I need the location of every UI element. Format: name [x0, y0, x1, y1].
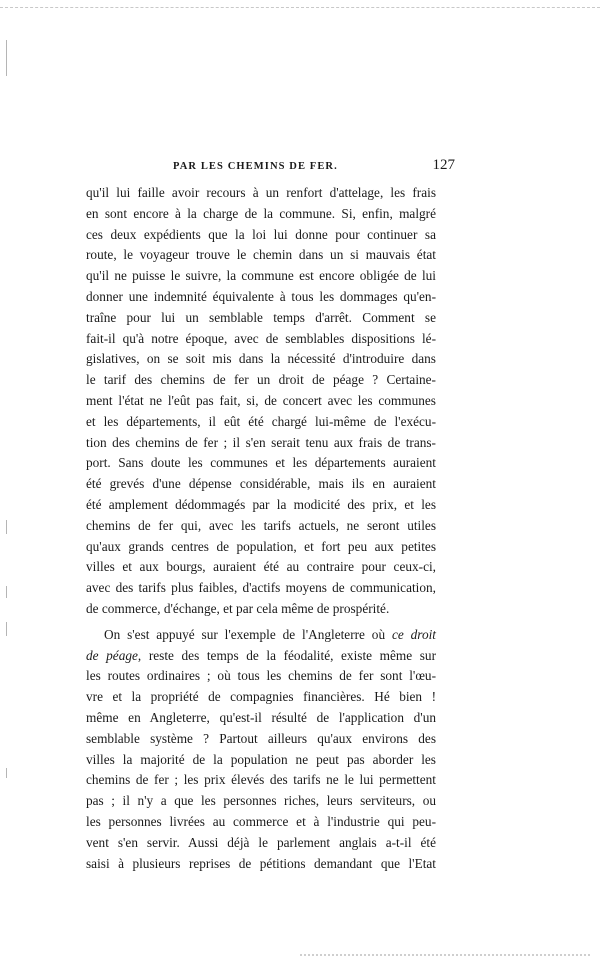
- text-line: et les départements, il eût été chargé lui-même de l'exécu-: [86, 413, 436, 429]
- text-line: vent s'en servir. Aussi déjà le parlement anglais a-t-il été: [86, 834, 436, 850]
- text-line: port. Sans doute les communes et les départements auraient: [86, 455, 436, 471]
- margin-mark: [6, 622, 7, 636]
- running-title: PAR LES CHEMINS DE FER.: [173, 161, 338, 172]
- text-line: route, le voyageur trouve le chemin dans un si mauvais état: [86, 247, 436, 263]
- text-line: avec des tarifs plus faibles, d'actifs moyens de communication,: [86, 580, 436, 596]
- text-line: ces deux expédients que la loi lui donne pour continuer sa: [86, 226, 436, 242]
- margin-mark: [6, 768, 7, 778]
- margin-mark: [6, 586, 7, 598]
- text-line: été amplement dédommagés par la modicité des prix, et les: [86, 496, 436, 512]
- text-line: qu'aux grands centres de population, et fort peu aux petites: [86, 538, 436, 554]
- text-line: saisi à plusieurs reprises de pétitions demandant que l'Etat: [86, 855, 436, 871]
- page-number: 127: [432, 157, 455, 173]
- text-line: On s'est appuyé sur l'exemple de l'Angleterre où ce droit: [104, 626, 436, 642]
- text-line: gislatives, on se soit mis dans la nécessité d'introduire dans: [86, 351, 436, 367]
- text-line: fait-il qu'à notre époque, avec de semblables dispositions lé-: [86, 330, 436, 346]
- margin-mark: [6, 520, 7, 534]
- text-line: chemins de fer ; les prix élevés des tarifs ne le lui permettent: [86, 772, 436, 788]
- text-line: les routes ordinaires ; où tous les chemins de fer sont l'œu-: [86, 668, 436, 684]
- page-header: [173, 157, 455, 177]
- text-line: qu'il lui faille avoir recours à un renfort d'attelage, les frais: [86, 185, 436, 200]
- text-line: les personnes livrées au commerce et à l'industrie qui peu-: [86, 813, 436, 829]
- paragraph-2: [86, 625, 436, 875]
- text-line: ment l'état ne l'eût pas fait, si, de concert avec les communes: [86, 392, 436, 408]
- text-line: qu'il ne puisse le suivre, la commune est encore obligée de lui: [86, 268, 436, 284]
- text-line: en sont encore à la charge de la commune. Si, enfin, malgré: [86, 205, 436, 221]
- paragraph-1: [86, 183, 436, 620]
- text-line: de commerce, d'échange, et par cela même de prospérité.: [86, 600, 390, 616]
- text-line: chemins de fer qui, avec les tarifs actuels, ne seront utiles: [86, 517, 436, 533]
- text-line: de péage, reste des temps de la féodalité, existe même sur: [86, 647, 436, 663]
- text-line: villes la majorité de la population ne peut pas aborder les: [86, 751, 436, 767]
- text-line: vre et la propriété de compagnies financières. Hé bien !: [86, 689, 436, 705]
- text-line: été grevés d'une dépense considérable, mais ils en auraient: [86, 476, 436, 492]
- italic-phrase: ce droit: [391, 626, 436, 642]
- body-text: [86, 183, 436, 874]
- italic-phrase: de péage: [86, 647, 138, 663]
- text-line: villes et aux bourgs, auraient été au contraire pour ceux-ci,: [86, 559, 436, 575]
- margin-mark: [6, 40, 7, 76]
- scan-edge-top: [0, 7, 600, 8]
- scan-edge-bottom: [300, 954, 590, 956]
- text-line: traîne pour lui un semblable temps d'arrêt. Comment se: [86, 309, 436, 325]
- text-line: pas ; il n'y a que les personnes riches, leurs serviteurs, ou: [86, 793, 436, 809]
- text-line: même en Angleterre, qu'est-il résulté de l'application d'un: [86, 709, 436, 725]
- text-line: tion des chemins de fer ; il s'en serait tenu aux frais de trans-: [86, 434, 436, 450]
- text-line: le tarif des chemins de fer un droit de péage ? Certaine-: [86, 372, 436, 388]
- text-line: semblable système ? Partout ailleurs qu'aux environs des: [86, 730, 436, 746]
- text-line: donner une indemnité équivalente à tous les dommages qu'en-: [86, 288, 436, 304]
